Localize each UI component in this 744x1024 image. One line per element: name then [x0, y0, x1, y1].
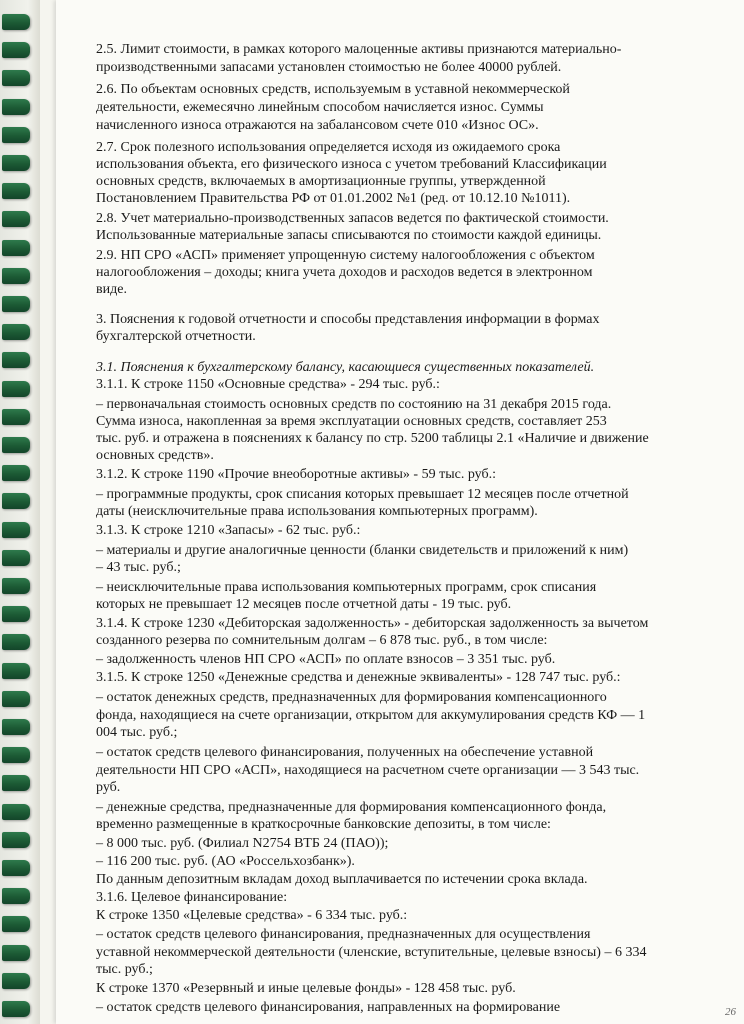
text-line: созданного резерва по сомнительным долгам – 6 878 тыс. руб., в том числе:: [96, 633, 548, 648]
text-line: начисленного износа отражаются на забалансовом счете 010 «Износ ОС».: [96, 118, 539, 133]
binding-ring: [2, 804, 30, 820]
text-line: 2.7. Срок полезного использования определяется исходя из ожидаемого срока: [96, 140, 561, 155]
binding-ring: [2, 945, 30, 961]
text-line: 3.1.6. Целевое финансирование:: [96, 890, 288, 905]
text-line: По данным депозитным вкладам доход выплачивается по истечении срока вклада.: [96, 872, 588, 887]
text-line: использования объекта, его физического износа с учетом требований Классификации: [96, 157, 607, 172]
binding-ring: [2, 747, 30, 763]
text-line: временно размещенные в краткосрочные банковские депозиты, в том числе:: [96, 817, 551, 832]
text-line: тыс. руб. и отражена в пояснениях к балансу по стр. 5200 таблицы 2.1 «Наличие и движение: [96, 431, 649, 446]
subsection-heading: 3.1. Пояснения к бухгалтерскому балансу, касающиеся существенных показателей.: [96, 360, 595, 375]
text-line: К строке 1350 «Целевые средства» - 6 334 тыс. руб.:: [96, 908, 408, 923]
binding-ring: [2, 240, 30, 256]
text-line: 3.1.4. К строке 1230 «Дебиторская задолженность» - дебиторская задолженность за вычетом: [96, 616, 649, 631]
text-line: – материалы и другие аналогичные ценности (бланки свидетельств и приложений к ним): [96, 543, 629, 558]
binding-ring: [2, 578, 30, 594]
text-line: – 43 тыс. руб.;: [96, 560, 181, 575]
binding-ring: [2, 409, 30, 425]
binding-ring: [2, 465, 30, 481]
text-line: К строке 1370 «Резервный и иные целевые фонды» - 128 458 тыс. руб.: [96, 981, 516, 996]
text-line: основных средств, включаемых в амортизационные группы, утвержденной: [96, 174, 546, 189]
binding-ring: [2, 775, 30, 791]
text-line: Сумма износа, накопленная за время эксплуатации основных средств, составляет 253: [96, 414, 607, 429]
text-line: – первоначальная стоимость основных средств по состоянию на 31 декабря 2015 года.: [96, 397, 612, 412]
binding-ring: [2, 606, 30, 622]
text-line: производственными запасами установлен стоимостью не более 40000 рублей.: [96, 60, 562, 75]
binding-ring: [2, 324, 30, 340]
binding-ring: [2, 183, 30, 199]
binding-ring: [2, 522, 30, 538]
text-line: руб.: [96, 780, 121, 795]
page-number: 26: [725, 1006, 736, 1018]
binding-ring: [2, 634, 30, 650]
text-line: – 8 000 тыс. руб. (Филиал N2754 ВТБ 24 (ПАО));: [96, 836, 389, 851]
text-line: – остаток средств целевого финансирования, полученных на обеспечение уставной: [96, 745, 594, 760]
text-line: 3.1.5. К строке 1250 «Денежные средства и денежные эквиваленты» - 128 747 тыс. руб.:: [96, 670, 621, 685]
section-heading: бухгалтерской отчетности.: [96, 329, 256, 344]
text-line: – задолженность членов НП СРО «АСП» по оплате взносов – 3 351 тыс. руб.: [96, 652, 556, 667]
text-line: 3.1.3. К строке 1210 «Запасы» - 62 тыс. руб.:: [96, 523, 361, 538]
text-line: 3.1.1. К строке 1150 «Основные средства» - 294 тыс. руб.:: [96, 377, 440, 392]
text-line: 2.5. Лимит стоимости, в рамках которого малоценные активы признаются материально-: [96, 42, 622, 57]
text-line: деятельности НП СРО «АСП», находящиеся на расчетном счете организации — 3 543 тыс.: [96, 763, 640, 778]
text-line: – 116 200 тыс. руб. (АО «Россельхозбанк»).: [96, 854, 355, 869]
text-line: тыс. руб.;: [96, 962, 153, 977]
binding-ring: [2, 70, 30, 86]
binding-ring: [2, 550, 30, 566]
spiral-binding: [0, 0, 40, 1024]
binding-ring: [2, 888, 30, 904]
binding-ring: [2, 437, 30, 453]
text-line: фонда, находящиеся на счете организации, открытом для аккумулирования средств КФ — 1: [96, 708, 646, 723]
binding-ring: [2, 155, 30, 171]
text-line: основных средств».: [96, 448, 214, 463]
text-line: – остаток денежных средств, предназначенных для формирования компенсационного: [96, 690, 607, 705]
text-line: Постановлением Правительства РФ от 01.01.2002 №1 (ред. от 10.12.10 №1011).: [96, 191, 571, 206]
binding-ring: [2, 42, 30, 58]
binding-ring: [2, 860, 30, 876]
binding-ring: [2, 352, 30, 368]
text-line: деятельности, ежемесячно линейным способом начисляется износ. Суммы: [96, 100, 544, 115]
binding-ring: [2, 691, 30, 707]
text-line: 2.6. По объектам основных средств, используемым в уставной некоммерческой: [96, 82, 570, 97]
text-line: уставной некоммерческой деятельности (членские, вступительные, целевые взносы) – 6 334: [96, 945, 647, 960]
binding-ring: [2, 973, 30, 989]
text-line: – неисключительные права использования компьютерных программ, срок списания: [96, 580, 597, 595]
text-line: виде.: [96, 282, 127, 297]
text-line: – программные продукты, срок списания которых превышает 12 месяцев после отчетной: [96, 487, 629, 502]
binding-ring: [2, 14, 30, 30]
text-line: 2.9. НП СРО «АСП» применяет упрощенную систему налогообложения с объектом: [96, 248, 595, 263]
binding-ring: [2, 663, 30, 679]
text-line: Использованные материальные запасы списываются по стоимости каждой единицы.: [96, 228, 602, 243]
text-line: – денежные средства, предназначенные для формирования компенсационного фонда,: [96, 800, 607, 815]
text-line: даты (неисключительные права использования компьютерных программ).: [96, 504, 538, 519]
binding-ring: [2, 211, 30, 227]
binding-ring: [2, 381, 30, 397]
text-line: 004 тыс. руб.;: [96, 725, 178, 740]
text-line: 2.8. Учет материально-производственных запасов ведется по фактической стоимости.: [96, 211, 609, 226]
text-line: – остаток средств целевого финансирования, предназначенных для осуществления: [96, 927, 591, 942]
binding-ring: [2, 1001, 30, 1017]
document-page: [56, 0, 744, 1024]
text-line: 3.1.2. К строке 1190 «Прочие внеоборотные активы» - 59 тыс. руб.:: [96, 467, 496, 482]
text-line: которых не превышает 12 месяцев после отчетной даты - 19 тыс. руб.: [96, 597, 512, 612]
binding-ring: [2, 832, 30, 848]
section-heading: 3. Пояснения к годовой отчетности и способы представления информации в формах: [96, 312, 600, 327]
binding-ring: [2, 916, 30, 932]
text-line: налогообложения – доходы; книга учета доходов и расходов ведется в электронном: [96, 265, 593, 280]
binding-ring: [2, 127, 30, 143]
binding-ring: [2, 493, 30, 509]
binding-ring: [2, 268, 30, 284]
binding-ring: [2, 99, 30, 115]
binding-ring: [2, 719, 30, 735]
binding-ring: [2, 296, 30, 312]
text-line: – остаток средств целевого финансирования, направленных на формирование: [96, 1000, 561, 1015]
